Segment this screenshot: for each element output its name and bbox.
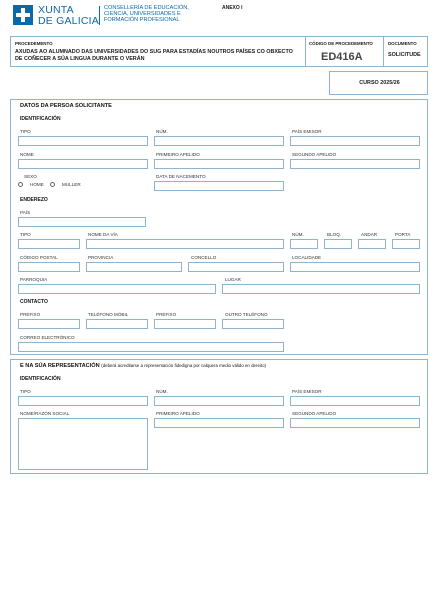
bloq-label: BLOQ. [327, 232, 342, 237]
concello-label: CONCELLO [191, 255, 217, 260]
procedure-title: AXUDAS AO ALUMNADO DAS UNIVERSIDADES DO SUG PARA ESTADÍAS NOUTROS PAÍSES CO OBXECTO DE COÑECER A SÚA LINGUA DURANTE O VERÁN [15, 49, 293, 63]
rep-num-label: NÚM. [156, 389, 168, 394]
procedure-code-label: CÓDIGO DE PROCEDEMENTO [309, 41, 373, 46]
logo-line-1: XUNTA [38, 4, 74, 16]
applicant-telefono-mobil-field[interactable] [86, 319, 148, 329]
rep-nome-razon-field[interactable] [18, 418, 148, 470]
rep-identification-heading: IDENTIFICACIÓN [20, 376, 61, 382]
rep-segundo-apelido-field[interactable] [290, 418, 420, 428]
applicant-parroquia-field[interactable] [18, 284, 216, 294]
applicant-birthdate-field[interactable] [154, 181, 284, 191]
logo-wordmark [38, 5, 99, 26]
applicant-prefixo2-field[interactable] [154, 319, 216, 329]
home-label: HOME [30, 182, 44, 187]
rep-tipo-field[interactable] [18, 396, 148, 406]
nome-label: NOME [20, 152, 34, 157]
curso-box [329, 71, 428, 95]
logo-line-2: DE GALICIA [38, 14, 99, 27]
correo-label: CORREO ELECTRÓNICO [20, 335, 75, 340]
num-via-label: NÚM. [292, 232, 304, 237]
codigo-postal-label: CÓDIGO POSTAL [20, 255, 58, 260]
divider [383, 37, 384, 66]
rep-nome-razon-label: NOME/RAZÓN SOCIAL [20, 411, 70, 416]
applicant-porta-field[interactable] [392, 239, 420, 249]
applicant-tipo-via-field[interactable] [18, 239, 80, 249]
applicant-nome-via-field[interactable] [86, 239, 284, 249]
primeiro-apelido-label: PRIMEIRO APELIDO [156, 152, 200, 157]
prefixo2-label: PREFIXO [156, 312, 177, 317]
applicant-lugar-field[interactable] [222, 284, 420, 294]
applicant-num-via-field[interactable] [290, 239, 318, 249]
curso-label: CURSO 2025/26 [359, 80, 400, 86]
applicant-provincia-field[interactable] [86, 262, 182, 272]
localidade-label: LOCALIDADE [292, 255, 322, 260]
tipo-via-label: TIPO [20, 232, 31, 237]
applicant-section-title: DATOS DA PERSOA SOLICITANTE [20, 103, 112, 109]
representation-section-title [20, 363, 266, 369]
home-radio[interactable] [18, 182, 23, 187]
applicant-pais-emisor-field[interactable] [290, 136, 420, 146]
procedure-code: ED416A [321, 51, 363, 63]
department-name [104, 5, 189, 23]
procedure-header [10, 36, 428, 67]
outro-telefono-label: OUTRO TELÉFONO [225, 312, 268, 317]
tipo-label: TIPO [20, 129, 31, 134]
dept-line-2: CIENCIA, UNIVERSIDADES E [104, 11, 181, 17]
divider [305, 37, 306, 66]
representation-note: (deberá acreditarse a representación fidedigna por calquera medio válido en dereito) [101, 363, 266, 368]
sexo-label: SEXO [24, 174, 37, 179]
rep-pais-emisor-field[interactable] [290, 396, 420, 406]
applicant-nome-field[interactable] [18, 159, 148, 169]
applicant-codigo-postal-field[interactable] [18, 262, 80, 272]
dept-line-1: CONSELLERÍA DE EDUCACIÓN, [104, 5, 189, 11]
document-label: DOCUMENTO [388, 41, 417, 46]
rep-segundo-apelido-label: SEGUNDO APELIDO [292, 411, 337, 416]
logo-separator [99, 6, 100, 25]
applicant-andar-field[interactable] [358, 239, 386, 249]
contacto-heading: CONTACTO [20, 299, 48, 305]
enderezo-heading: ENDEREZO [20, 197, 48, 203]
applicant-correo-field[interactable] [18, 342, 284, 352]
rep-primeiro-apelido-field[interactable] [154, 418, 284, 428]
porta-label: PORTA [395, 232, 411, 237]
procedure-label: PROCEDEMENTO [15, 41, 53, 46]
nome-via-label: NOME DA VÍA [88, 232, 118, 237]
applicant-primeiro-apelido-field[interactable] [154, 159, 284, 169]
rep-num-field[interactable] [154, 396, 284, 406]
applicant-segundo-apelido-field[interactable] [290, 159, 420, 169]
applicant-tipo-field[interactable] [18, 136, 148, 146]
applicant-prefixo-field[interactable] [18, 319, 80, 329]
parroquia-label: PARROQUIA [20, 277, 48, 282]
annex-label: ANEXO I [222, 5, 243, 11]
dept-line-3: FORMACIÓN PROFESIONAL [104, 17, 180, 23]
applicant-pais-field[interactable] [18, 217, 146, 227]
prefixo-label: PREFIXO [20, 312, 41, 317]
rep-pais-emisor-label: PAÍS EMISOR [292, 389, 322, 394]
applicant-num-field[interactable] [154, 136, 284, 146]
provincia-label: PROVINCIA [88, 255, 114, 260]
muller-radio[interactable] [50, 182, 55, 187]
document-value: SOLICITUDE [388, 52, 421, 58]
pais-emisor-label: PAÍS EMISOR [292, 129, 322, 134]
lugar-label: LUGAR [225, 277, 241, 282]
applicant-bloq-field[interactable] [324, 239, 352, 249]
data-nacemento-label: DATA DE NACEMENTO [156, 174, 206, 179]
rep-tipo-label: TIPO [20, 389, 31, 394]
num-label: NÚM. [156, 129, 168, 134]
segundo-apelido-label: SEGUNDO APELIDO [292, 152, 337, 157]
applicant-concello-field[interactable] [188, 262, 284, 272]
muller-label: MULLER [62, 182, 81, 187]
rep-primeiro-apelido-label: PRIMEIRO APELIDO [156, 411, 200, 416]
andar-label: ANDAR [361, 232, 378, 237]
representation-title: E NA SÚA REPRESENTACIÓN [20, 363, 100, 369]
pais-label: PAÍS [20, 210, 31, 215]
applicant-outro-telefono-field[interactable] [222, 319, 284, 329]
xunta-logo-icon [13, 5, 33, 25]
identification-heading: IDENTIFICACIÓN [20, 116, 61, 122]
telefono-mobil-label: TELÉFONO MÓBIL [88, 312, 129, 317]
applicant-localidade-field[interactable] [290, 262, 420, 272]
